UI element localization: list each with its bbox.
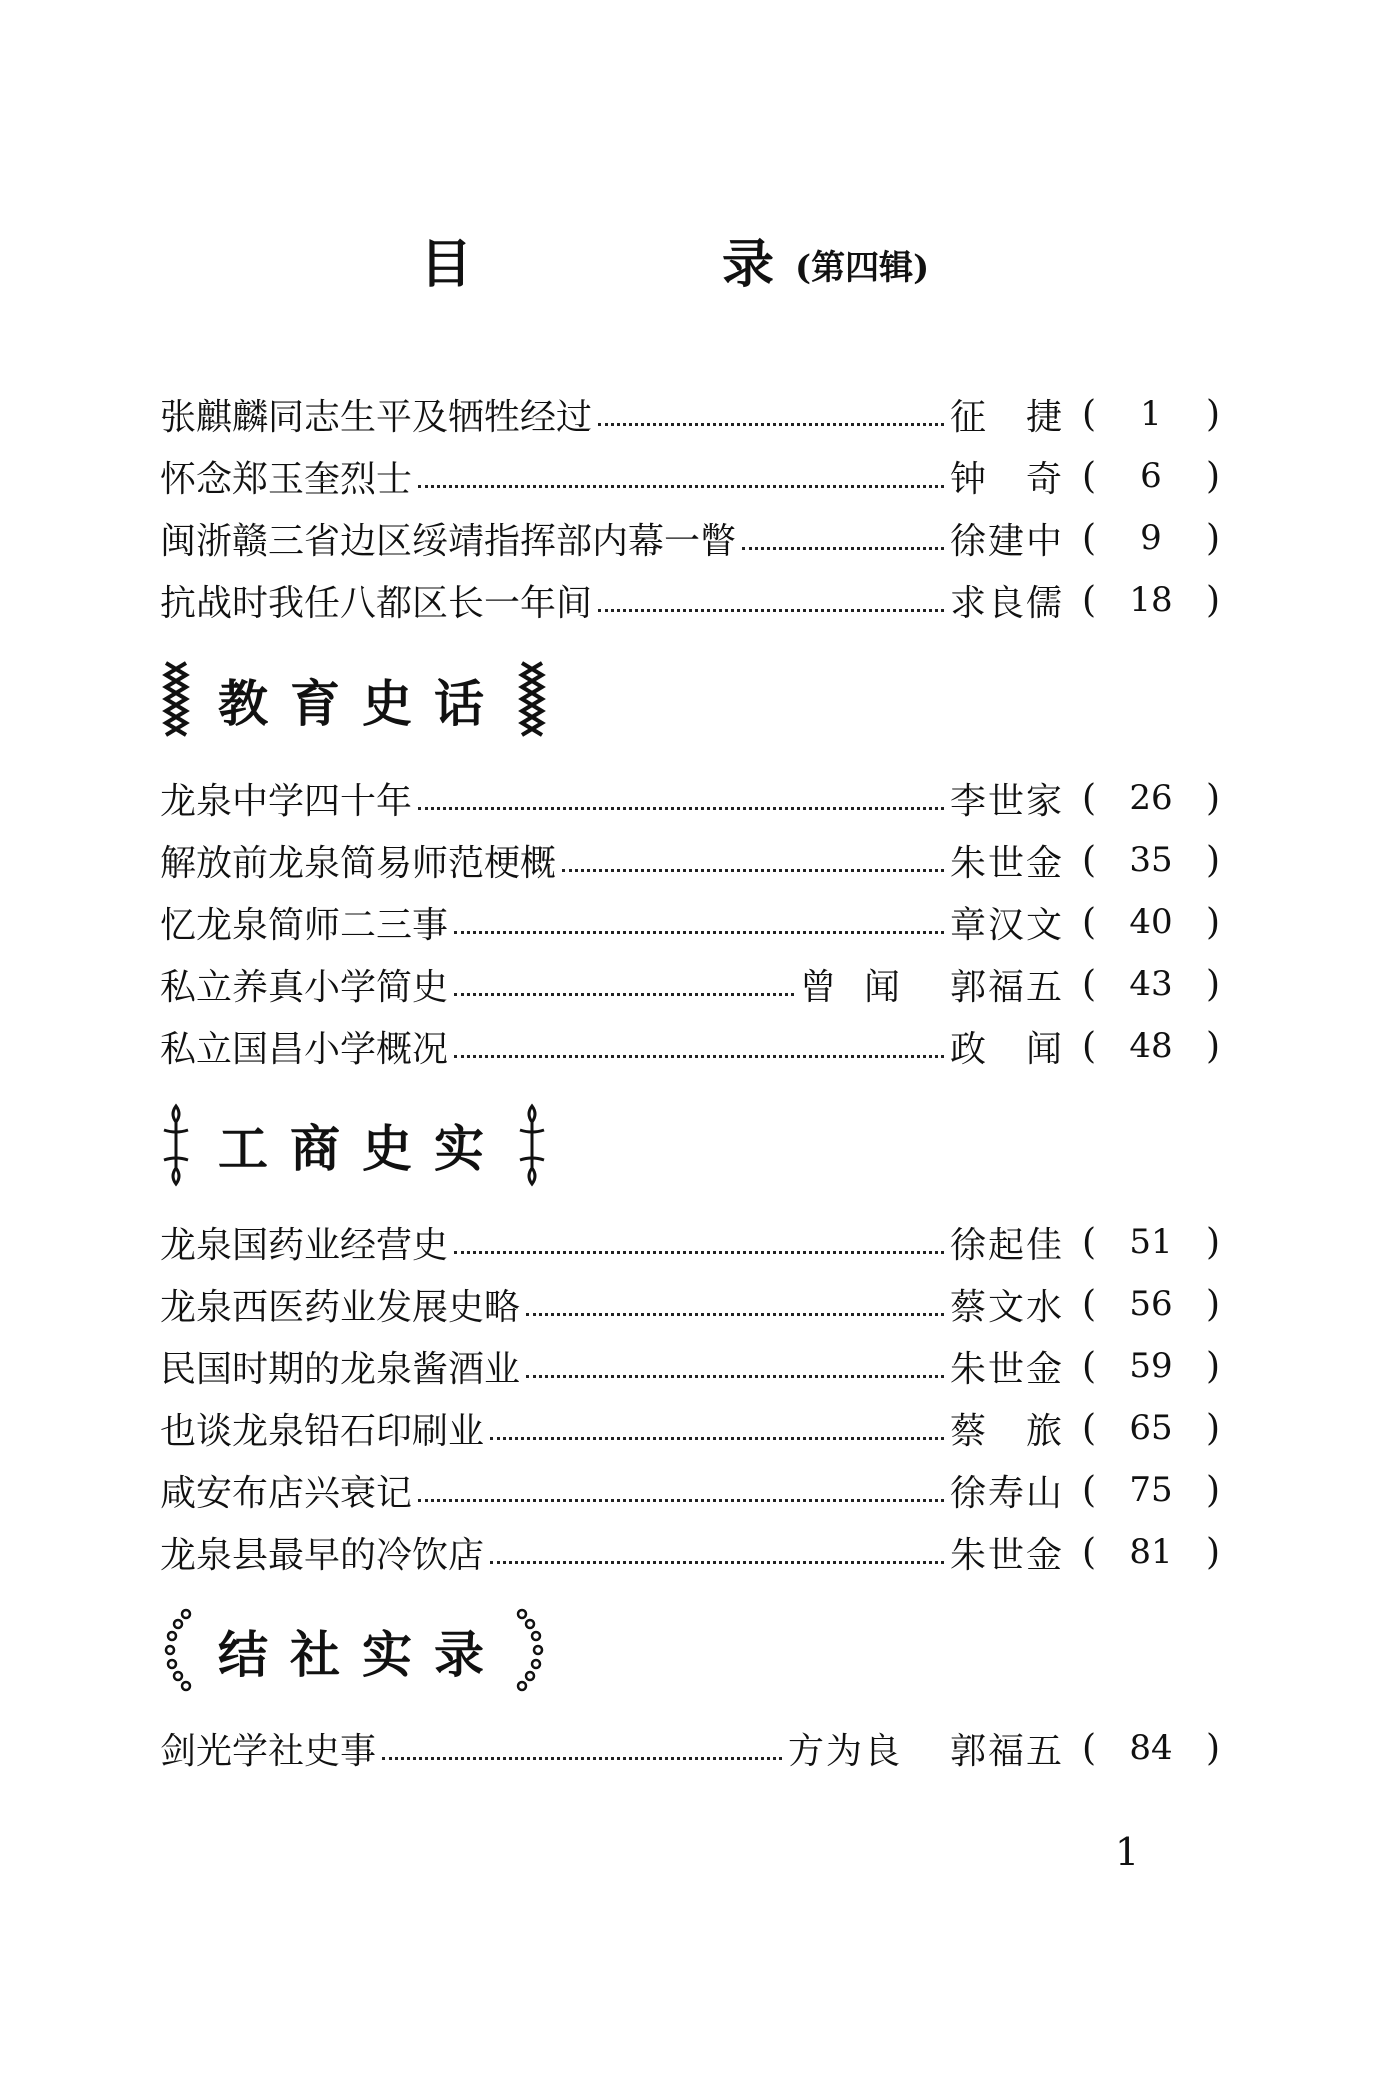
- entry-author: 朱世金: [949, 1534, 1064, 1576]
- page-number: 1: [1115, 1830, 1140, 1874]
- entry-page-number: 75: [1129, 1469, 1173, 1510]
- entry-page: ( 6 ): [1082, 455, 1220, 497]
- entry-author: 李世家: [949, 780, 1064, 822]
- page-title-char-1: 目: [420, 235, 473, 295]
- entry-page: ( 56 ): [1082, 1283, 1220, 1325]
- zigzag-ornament-icon: [160, 655, 192, 745]
- toc-entry: [160, 956, 1220, 1012]
- entry-title: 张麒麟同志生平及牺牲经过: [160, 396, 593, 438]
- dot-leader: [418, 807, 944, 810]
- section-title: 教育史话: [218, 675, 506, 733]
- toc-entry: [160, 894, 1220, 950]
- toc-entry: [160, 1400, 1220, 1456]
- dot-leader: [598, 423, 944, 426]
- toc-entry: [160, 448, 1220, 504]
- dot-leader: [454, 993, 794, 996]
- entry-page: ( 9 ): [1082, 517, 1220, 559]
- toc-entry: [160, 1720, 1220, 1776]
- entry-page-number: 40: [1129, 901, 1173, 942]
- zigzag-ornament-icon: [516, 655, 548, 745]
- entry-page: ( 75 ): [1082, 1469, 1220, 1511]
- entry-page-number: 1: [1140, 393, 1162, 434]
- entry-author: 蔡 旅: [949, 1410, 1064, 1452]
- toc-entry: [160, 1018, 1220, 1074]
- entry-page-number: 51: [1129, 1221, 1173, 1262]
- dot-leader: [598, 609, 944, 612]
- bead-ornament-icon: [516, 1606, 548, 1696]
- entry-title: 闽浙赣三省边区绥靖指挥部内幕一瞥: [160, 520, 737, 562]
- dot-leader: [490, 1561, 944, 1564]
- entry-author: 求良儒: [949, 582, 1064, 624]
- entry-page: ( 18 ): [1082, 579, 1220, 621]
- entry-author: 徐寿山: [949, 1472, 1064, 1514]
- page-title-char-2: 录: [722, 235, 775, 295]
- entry-author: 朱世金: [949, 1348, 1064, 1390]
- entry-page-number: 9: [1140, 517, 1162, 558]
- entry-title: 抗战时我任八都区长一年间: [160, 582, 593, 624]
- entry-title: 龙泉县最早的冷饮店: [160, 1534, 485, 1576]
- dot-leader: [526, 1375, 944, 1378]
- entry-author: 蔡文水: [949, 1286, 1064, 1328]
- entry-page-number: 18: [1129, 579, 1173, 620]
- section-title: 结社实录: [218, 1626, 506, 1684]
- section-title: 工商史实: [218, 1120, 506, 1178]
- entry-title: 龙泉国药业经营史: [160, 1224, 449, 1266]
- toc-entry: [160, 572, 1220, 628]
- entry-page-number: 6: [1140, 455, 1162, 496]
- entry-author: 章汉文: [949, 904, 1064, 946]
- entry-page: ( 40 ): [1082, 901, 1220, 943]
- entry-page-number: 48: [1129, 1025, 1173, 1066]
- toc-entry: [160, 1524, 1220, 1580]
- toc-entry: [160, 1276, 1220, 1332]
- entry-page: ( 1 ): [1082, 393, 1220, 435]
- dot-leader: [490, 1437, 944, 1440]
- floral-ornament-icon: [516, 1100, 548, 1190]
- entry-author: 徐起佳: [949, 1224, 1064, 1266]
- entry-page: ( 81 ): [1082, 1531, 1220, 1573]
- entry-page: ( 35 ): [1082, 839, 1220, 881]
- entry-page: ( 26 ): [1082, 777, 1220, 819]
- entry-title: 龙泉西医药业发展史略: [160, 1286, 521, 1328]
- entry-co-author: 方为良: [787, 1730, 902, 1772]
- entry-page-number: 35: [1129, 839, 1173, 880]
- entry-author: 徐建中: [949, 520, 1064, 562]
- entry-title: 也谈龙泉铅石印刷业: [160, 1410, 485, 1452]
- toc-entry: [160, 832, 1220, 888]
- entry-page: ( 59 ): [1082, 1345, 1220, 1387]
- toc-entry: [160, 1462, 1220, 1518]
- entry-title: 怀念郑玉奎烈士: [160, 458, 413, 500]
- entry-title: 剑光学社史事: [160, 1730, 377, 1772]
- entry-page: ( 48 ): [1082, 1025, 1220, 1067]
- toc-entry: [160, 386, 1220, 442]
- page-subtitle: (第四辑): [795, 248, 930, 288]
- entry-author: 征 捷: [949, 396, 1064, 438]
- entry-page: ( 84 ): [1082, 1727, 1220, 1769]
- entry-page-number: 43: [1129, 963, 1173, 1004]
- toc-entry: [160, 1214, 1220, 1270]
- floral-ornament-icon: [160, 1100, 192, 1190]
- toc-entry: [160, 770, 1220, 826]
- bead-ornament-icon: [160, 1606, 192, 1696]
- entry-page: ( 65 ): [1082, 1407, 1220, 1449]
- dot-leader: [562, 869, 944, 872]
- dot-leader: [418, 1499, 944, 1502]
- dot-leader: [454, 1251, 944, 1254]
- entry-page-number: 65: [1129, 1407, 1173, 1448]
- entry-title: 忆龙泉简师二三事: [160, 904, 449, 946]
- toc-header: [0, 222, 1382, 312]
- entry-page-number: 26: [1129, 777, 1173, 818]
- entry-title: 私立国昌小学概况: [160, 1028, 449, 1070]
- dot-leader: [454, 1055, 944, 1058]
- entry-author: 政 闻: [949, 1028, 1064, 1070]
- entry-page: ( 43 ): [1082, 963, 1220, 1005]
- entry-author: 朱世金: [949, 842, 1064, 884]
- toc-entry: [160, 510, 1220, 566]
- entry-page-number: 56: [1129, 1283, 1173, 1324]
- entry-page: ( 51 ): [1082, 1221, 1220, 1263]
- entry-title: 龙泉中学四十年: [160, 780, 413, 822]
- entry-author: 钟 奇: [949, 458, 1064, 500]
- dot-leader: [526, 1313, 944, 1316]
- toc-entry: [160, 1338, 1220, 1394]
- section-header-commerce: [160, 1100, 548, 1190]
- entry-title: 解放前龙泉简易师范梗概: [160, 842, 557, 884]
- entry-author: 郭福五: [949, 966, 1064, 1008]
- dot-leader: [418, 485, 944, 488]
- dot-leader: [454, 931, 944, 934]
- section-header-education: [160, 655, 548, 745]
- entry-page-number: 84: [1129, 1727, 1173, 1768]
- entry-page-number: 81: [1129, 1531, 1173, 1572]
- entry-title: 私立养真小学简史: [160, 966, 449, 1008]
- entry-co-author: 曾闻: [799, 966, 928, 1008]
- entry-title: 民国时期的龙泉酱酒业: [160, 1348, 521, 1390]
- section-header-societies: [160, 1606, 548, 1696]
- entry-title: 咸安布店兴衰记: [160, 1472, 413, 1514]
- entry-author: 郭福五: [949, 1730, 1064, 1772]
- entry-page-number: 59: [1129, 1345, 1173, 1386]
- dot-leader: [742, 547, 944, 550]
- dot-leader: [382, 1757, 782, 1760]
